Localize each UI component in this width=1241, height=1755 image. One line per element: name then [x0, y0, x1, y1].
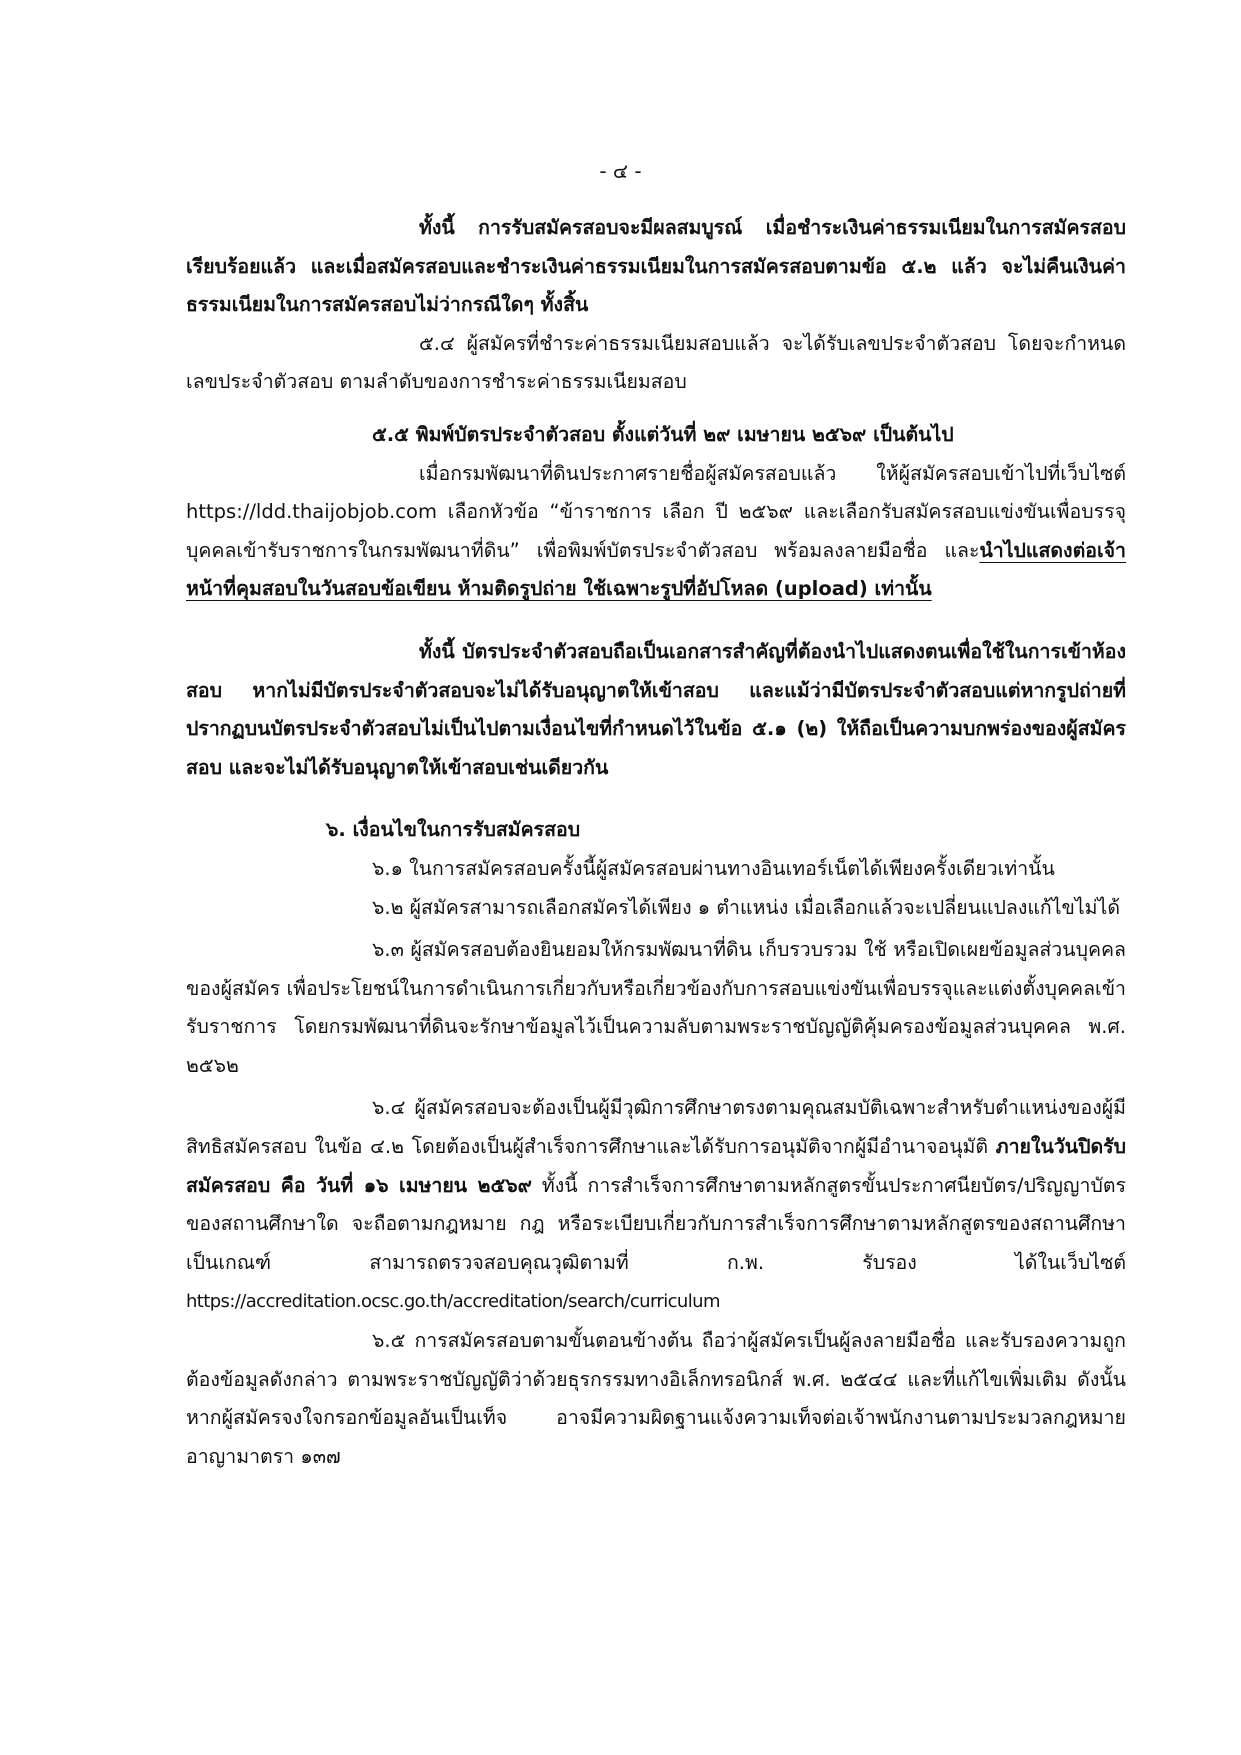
section-5-4: ๕.๔ ผู้สมัครที่ชำระค่าธรรมเนียมสอบแล้ว จะได้รับเลขประจำตัวสอบ โดยจะกำหนดเลขประจำตัวสอบ ตามลำดับของการชำระค่าธรรมเนียมสอบ — [186, 331, 1126, 394]
fee-completion-paragraph: ทั้งนี้ การรับสมัครสอบจะมีผลสมบูรณ์ เมื่อชำระเงินค่าธรรมเนียมในการสมัครสอบเรียบร้อยแล้ว และเมื่อสมัครสอบและชำระเงินค่าธรรมเนียมในการสมัครสอบตามข้อ ๕.๒ แล้ว จะไม่คืนเงินค่าธรรมเนียมในการสมัครสอบไม่ว่ากรณีใดๆ ทั้งสิ้น — [186, 216, 1126, 317]
section-6-heading: ๖. เงื่อนไขในการรับสมัครสอบ — [326, 818, 581, 842]
page-number: - ๔ - — [599, 159, 642, 183]
section-6-1: ๖.๑ ในการสมัครสอบครั้งนี้ผู้สมัครสอบผ่านทางอินเทอร์เน็ตได้เพียงครั้งเดียวเท่านั้น — [372, 856, 1055, 880]
section-5-5-heading: ๕.๕ พิมพ์บัตรประจำตัวสอบ ตั้งแต่วันที่ ๒๙ เมษายน ๒๕๖๙ เป็นต้นไป — [372, 422, 954, 446]
section-6-2: ๖.๒ ผู้สมัครสามารถเลือกสมัครได้เพียง ๑ ตำแหน่ง เมื่อเลือกแล้วจะเปลี่ยนแปลงแก้ไขไม่ได้ — [372, 895, 1121, 919]
section-6-4-text-1: ๖.๔ ผู้สมัครสอบจะต้องเป็นผู้มีวุฒิการศึกษาตรงตามคุณสมบัติเฉพาะสำหรับตำแหน่งของผู้มีสิทธิสมัครสอบ ในข้อ ๔.๒ โดยต้องเป็นผู้สำเร็จการศึกษาและได้รับการอนุมัติจากผู้มีอำนาจอนุมัติ — [186, 1096, 1126, 1159]
section-6-5: ๖.๕ การสมัครสอบตามขั้นตอนข้างต้น ถือว่าผู้สมัครเป็นผู้ลงลายมือชื่อ และรับรองความถูกต้องข้อมูลดังกล่าว ตามพระราชบัญญัติว่าด้วยธุรกรรมทางอิเล็กทรอนิกส์ พ.ศ. ๒๕๔๔ และที่แก้ไขเพิ่มเติม ดังนั้น หากผู้สมัครจงใจกรอกข้อมูลอันเป็นเท็จ อาจมีความผิดฐานแจ้งความเท็จต่อเจ้าพนักงานตามประมวลกฎหมายอาญามาตรา ๑๓๗ — [186, 1329, 1126, 1468]
section-5-5-body — [186, 455, 1126, 609]
section-6-3: ๖.๓ ผู้สมัครสอบต้องยินยอมให้กรมพัฒนาที่ดิน เก็บรวบรวม ใช้ หรือเปิดเผยข้อมูลส่วนบุคคลของผู้สมัคร เพื่อประโยชน์ในการดำเนินการเกี่ยวกับหรือเกี่ยวข้องกับการสอบแข่งขันเพื่อบรรจุและแต่งตั้งบุคคลเข้ารับราชการ โดยกรมพัฒนาที่ดินจะรักษาข้อมูลไว้เป็นความลับตามพระราชบัญญัติคุ้มครองข้อมูลส่วนบุคคล พ.ศ. ๒๕๖๒ — [186, 938, 1126, 1077]
section-6-4-text-2: ทั้งนี้ การสำเร็จการศึกษาตามหลักสูตรขั้นประกาศนียบัตร/ปริญญาบัตร ของสถานศึกษาใด จะถือตามกฎหมาย กฎ หรือระเบียบเกี่ยวกับการสำเร็จการศึกษาตามหลักสูตรของสถานศึกษาเป็นเกณฑ์ สามารถตรวจสอบคุณวุฒิตามที่ ก.พ. รับรอง ได้ในเว็บไซต์ — [186, 1173, 1126, 1274]
document-body — [186, 209, 1126, 1476]
section-6-4-deadline: ภายในวันปิดรับสมัครสอบ คือ วันที่ ๑๖ เมษายน ๒๕๖๙ — [186, 1135, 1126, 1197]
thaijobjob-link[interactable]: https://ldd.thaijobjob.com — [186, 500, 437, 524]
section-5-5-text-1: เมื่อกรมพัฒนาที่ดินประกาศรายชื่อผู้สมัครสอบแล้ว ให้ผู้สมัครสอบเข้าไปที่เว็บไซต์ — [419, 461, 1126, 485]
section-6-4 — [186, 1089, 1126, 1322]
exam-card-paragraph: ทั้งนี้ บัตรประจำตัวสอบถือเป็นเอกสารสำคัญที่ต้องนำไปแสดงตนเพื่อใช้ในการเข้าห้องสอบ หากไม่มีบัตรประจำตัวสอบจะไม่ได้รับอนุญาตให้เข้าสอบ และแม้ว่ามีบัตรประจำตัวสอบแต่หากรูปถ่ายที่ปรากฏบนบัตรประจำตัวสอบไม่เป็นไปตามเงื่อนไขที่กำหนดไว้ในข้อ ๕.๑ (๒) ให้ถือเป็นความบกพร่องของผู้สมัครสอบ และจะไม่ได้รับอนุญาตให้เข้าสอบเช่นเดียวกัน — [186, 639, 1126, 779]
section-5-5-emphasis: นำไปแสดงต่อเจ้าหน้าที่คุมสอบในวันสอบข้อเขียน ห้ามติดรูปถ่าย ใช้เฉพาะรูปที่อัปโหลด (upload) เท่านั้น — [186, 538, 1126, 601]
section-5-5-text-2: เลือกหัวข้อ “ข้าราชการ เลือก ปี ๒๕๖๙ และเลือกรับสมัครสอบแข่งขันเพื่อบรรจุบุคคลเข้ารับราชการในกรมพัฒนาที่ดิน” เพื่อพิมพ์บัตรประจำตัวสอบ พร้อมลงลายมือชื่อ และ — [186, 500, 1126, 562]
ocsc-accreditation-link[interactable]: https://accreditation.ocsc.go.th/accreditation/search/curriculum — [186, 1291, 720, 1313]
